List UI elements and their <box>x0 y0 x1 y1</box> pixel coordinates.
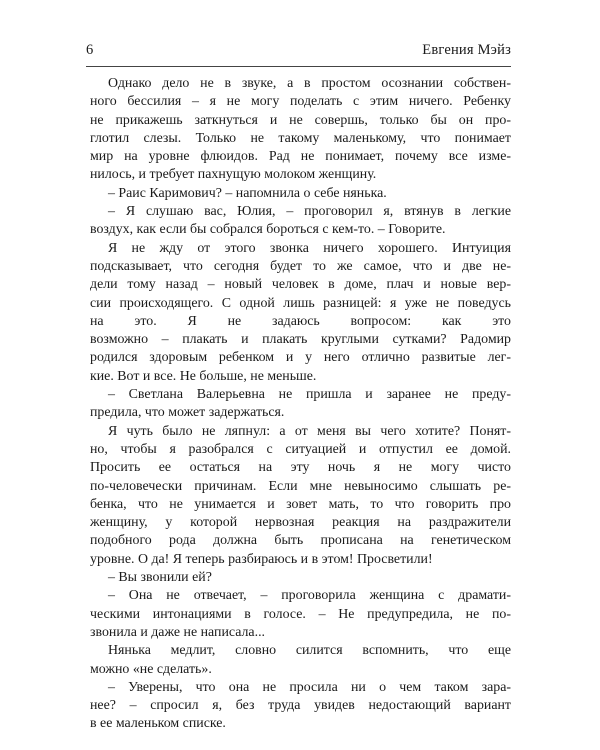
text-line: уровне. О да! Я теперь разбираюсь и в этом! Просветили! <box>90 551 433 567</box>
paragraph <box>90 203 511 240</box>
text-line: возможно – плакать и плакать круглыми сутками? Радомир <box>90 332 511 348</box>
text-line: на это. Я не задаюсь вопросом: как это <box>90 313 511 329</box>
text-line: глотил слезы. Только не такому маленькому, что понимает <box>90 130 511 146</box>
text-line: но, чтобы я разобрался с ситуацией и отпустил ее домой. <box>90 441 511 457</box>
text-line: – Вы звонили ей? <box>108 570 212 586</box>
text-line: можно «не сделать». <box>90 661 212 677</box>
text-line: дели тому назад – новый человек в доме, плач и новые вер- <box>90 277 511 293</box>
paragraph <box>90 587 511 642</box>
text-line: Просить ее остаться на эту ночь я не могу чисто <box>90 460 511 476</box>
paragraph <box>90 386 511 423</box>
paragraph <box>90 642 511 679</box>
paragraph <box>90 679 511 734</box>
text-line: – Уверены, что она не просила ни о чем таком зара- <box>108 679 511 695</box>
text-line: – Светлана Валерьевна не пришла и заранее не преду- <box>108 387 511 403</box>
text-line: нее? – спросил я, без труда увидев недостающий вариант <box>90 698 511 714</box>
text-line: по-человечески причинам. Если мне невыносимо слышать ре- <box>90 478 511 494</box>
text-line: воздух, как если бы собрался бороться с кем-то. – Говорите. <box>90 222 446 238</box>
text-line: ческими интонациями в голосе. – Не предупредила, не по- <box>90 606 511 622</box>
text-line: Однако дело не в звуке, а в простом осознании собствен- <box>108 76 511 91</box>
text-line: бенка, что не унимается и зовет мать, то что говорить про <box>90 496 511 512</box>
paragraph <box>90 185 511 203</box>
text-line: подсказывает, что сегодня будет то же самое, что и две не- <box>90 258 511 274</box>
text-line: – Я слушаю вас, Юлия, – проговорил я, втянув в легкие <box>108 204 511 220</box>
paragraph <box>90 423 511 569</box>
text-line: в ее маленьком списке. <box>90 716 226 732</box>
text-line: – Она не отвечает, – проговорила женщина с драмати- <box>108 588 511 604</box>
header-rule <box>86 66 511 67</box>
paragraph <box>90 569 511 587</box>
text-line: Нянька медлит, словно силится вспомнить, что еще <box>108 643 511 659</box>
author-name: Евгения Мэйз <box>422 42 511 58</box>
paragraph <box>90 75 511 185</box>
text-line: родился здоровым ребенком и у него отлично развитые лег- <box>90 350 511 366</box>
text-line: ного бессилия – я не могу поделать с этим ничего. Ребенку <box>90 94 511 110</box>
page-number: 6 <box>86 42 94 58</box>
text-line: звонила и даже не написала... <box>90 624 266 640</box>
text-line: сии происходящего. С одной лишь разницей: я уже не поведусь <box>90 295 511 311</box>
text-line: кие. Вот и все. Не больше, не меньше. <box>90 368 317 384</box>
paragraph <box>90 240 511 386</box>
text-line: Я чуть было не ляпнул: а от меня вы чего хотите? Понят- <box>108 423 511 439</box>
text-line: мир на уровне флюидов. Рад не понимает, почему все изме- <box>90 149 511 165</box>
text-line: предила, что может задержаться. <box>90 405 285 421</box>
text-line: подобного рода должна быть прописана на генетическом <box>90 533 511 549</box>
text-line: Я не жду от этого звонка ничего хорошего. Интуиция <box>108 240 511 256</box>
text-line: нилось, и требует пахнущую молоком женщину. <box>90 167 377 183</box>
text-line: не прикажешь заткнуться и не совершь, только бы он про- <box>90 112 511 128</box>
body-text <box>90 75 511 734</box>
text-line: женщину, у которой нервозная реакция на раздражители <box>90 515 511 531</box>
running-head <box>86 42 511 59</box>
text-line: – Раис Каримович? – напомнила о себе нянька. <box>108 185 387 201</box>
